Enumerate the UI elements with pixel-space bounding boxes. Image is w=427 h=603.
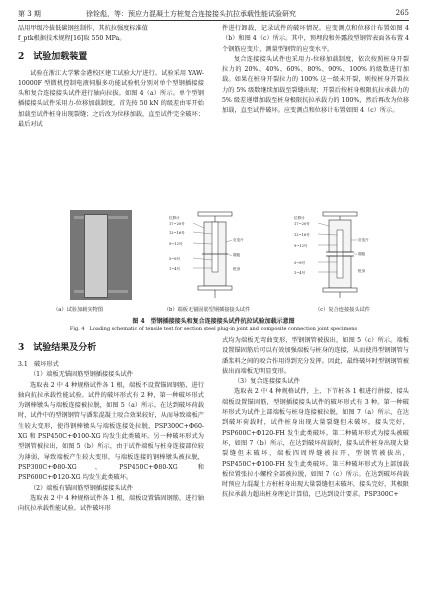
label: 13~16号 [169,231,185,235]
figure-caption-en: Fig. 4 Loading schematic of tensile test for section steel plug-in joint and composite connection joint specimens [69,326,358,332]
figure-4 [18,210,409,302]
label: 5~8号 [169,257,181,261]
subfigure-c-caption: （c）复合连接接头试件 [315,307,370,313]
running-header [18,7,409,21]
label: 17~20号 [294,222,310,226]
running-title: 徐铨彪，等：预应力混凝土方桩复合连接接头抗拉承载性能试验研究 [86,10,296,18]
label: 1~4号 [169,267,181,271]
label: 桩身 [233,267,241,271]
section-3-heading: 3 试验结果及分析 [18,343,97,353]
right-column-upper [222,24,409,117]
paragraph: 试验在浙江大学紫金港校区建工试验大厅进行。试验采用 YAW-10000F 型微机控制电液伺服多功能试验机分别对单个型钢插接接头和复合连接接头试件进行轴向拉拔。如图 4（a）所示。单个型钢插接接头试件采用力-位移加载制度，首先按 50 kN 的级差由零开始加载至试件桩身出现裂缝；之后改为位移加载，直至试件完全破坏；最后对试 [18,69,204,129]
subsubsection-heading: （2）端板有锚固筋型钢插接接头试件 [30,484,133,492]
label: 应变片 [358,238,369,242]
paragraph: 选取表 2 中 4 种规格试件各 1 根，端板不设置锚固钢筋，进行轴向抗拉承载性能试验。试件的破坏形式有 2 种，第一种破坏形式为钢棒镦头与端板连接被拉脱，如图 5（a）所示。在达到破坏荷载时，试件中的型钢钢管与潘浆混凝土咬合效果较好，从而导致端板产生较大变形，使得钢棒镦头与端板连接处拉脱，PSP300C+Φ60-XG 和 PSP450C+Φ100-XG 均发生此类破坏。另一种破坏形式为型钢管被拉出，如图 5（b）所示，由于试件端板与桩身连接部位较为薄弱，导致端板产生较大变形，与端板连接的钢棒镦头被拉脱，PSP300C+Φ80-XG、PSP450C+Φ80-XG 和 PSP600C+Φ120-XG 均发生此类破坏。 [18,381,204,482]
label: 5~8号 [294,261,306,265]
section-2-heading: 2 试验加载装置 [18,51,88,62]
label: 13~16号 [294,233,310,237]
left-column-upper [18,24,204,130]
paragraph: 选取表 2 中 4 种规格试件各 1 根，端板设置锚固钢筋，进行轴向抗拉承载性能试验。试件破坏形 [18,494,204,513]
paragraph: f_ptk根据技术规程[16]取 550 MPa。 [18,35,126,43]
subsection-3-1-heading: 3.1 破坏形式 [18,361,59,368]
paragraph: 复合连接接头试件也采用力-位移加载制度，依次按照桩身开裂拉力的 20%、40%、60%、80%、90%、100% 的级数进行加载。如果在桩身开裂拉力的 100% 这一级未开裂，则按桩身开裂拉力的 5% 级数继续加载至裂缝出现；开裂后按桩身极限抗拉承载力的 5% 级差递增加载至桩身极限抗拉承载力的 100%，然后再改为位移加载，直至试件破坏。应变测点和位移计布置如图 4（c）所示。 [222,55,409,115]
label: 端板 [358,252,366,256]
schematic-plug-in-joint [168,210,263,300]
paragraph: 件进行卸载，记录试件的破坏情况。应变测点和位移计布置如图 4（b）和图 4（c）所示。其中，预埋段和外露段型钢管表面各布置 4 个钢筋应变片，测量型钢管的应变水平。 [222,25,409,53]
subfigure-a-caption: （a）试验加载实物图 [53,307,103,313]
page-number: 265 [395,9,409,17]
subfigure-b-caption: （b）端板无锚固筋型钢插接接头试件 [163,307,251,313]
paragraph: 式均为端板无弯曲变形，型钢钢管被拔出，如图 5（c）所示。端板设置锚固筋后可以有效加强端板与桩身的连接，从而使得型钢钢管与潘浆料之间的咬合作用得到充分发挥。因此，最终破坏时型钢钢管被拔出而端板无明显变形。 [222,337,409,375]
label: 1~4号 [294,271,306,275]
label: 9~12号 [294,244,308,248]
label: 应变片 [233,238,244,242]
paragraph: 选取表 2 中 4 种规格试件，上、下节桩各 1 根进行拼接，接头端板设置锚固筋，型钢插接接头试件的破坏形式有 3 种。第一种破坏形式为试件上部端板与桩身连接被拉脱，如图 7（a）所示，在达到破坏荷载时，试件桩身出现大量裂缝但未破坏，接头完好，PSP600C+Φ120-FH 发生此类破坏。第二种破坏形式为接头被破坏，如图 7（b）所示，在达到破坏荷载时，接头试件桩身出现大量裂缝但未破坏，端板四周焊缝被拉开，型钢管被拔出，PSP450C+Φ100-FH 发生此类破坏。第三种破坏形式为上部加载板位置张拉小螺栓全部被拉脱，如图 7（c）所示。在达到破坏荷载时预应力混凝土方桩桩身出现大量裂缝但未破坏，接头完好，其极限抗拉承载力超出桩身理论计算值，已达到设计要求。PSP300C+ [222,388,409,499]
test-photo [70,210,132,300]
subsubsection-heading: （3）复合连接接头试件 [234,378,300,386]
figure-caption-cn: 图 4 型钢插接接头和复合连接接头试件抗拉试验加载示意图 [132,318,295,325]
schematic-composite-joint [293,210,388,300]
label: 位移计 [169,216,180,220]
issue-number: 第 3 期 [18,10,41,18]
label: 桩身 [358,269,366,273]
label: 9~12号 [169,242,183,246]
subsubsection-heading: （1）端板无锚固筋型钢插接接头试件 [30,371,133,379]
paragraph: 品用甲级冷拔低碳钢丝制作，其抗拉强度标准值 [18,25,148,32]
label: 位移计 [294,216,305,220]
label: 端板 [233,253,241,257]
left-column-lower [18,336,204,514]
right-column-lower [222,336,409,501]
label: 17~20号 [169,222,185,226]
